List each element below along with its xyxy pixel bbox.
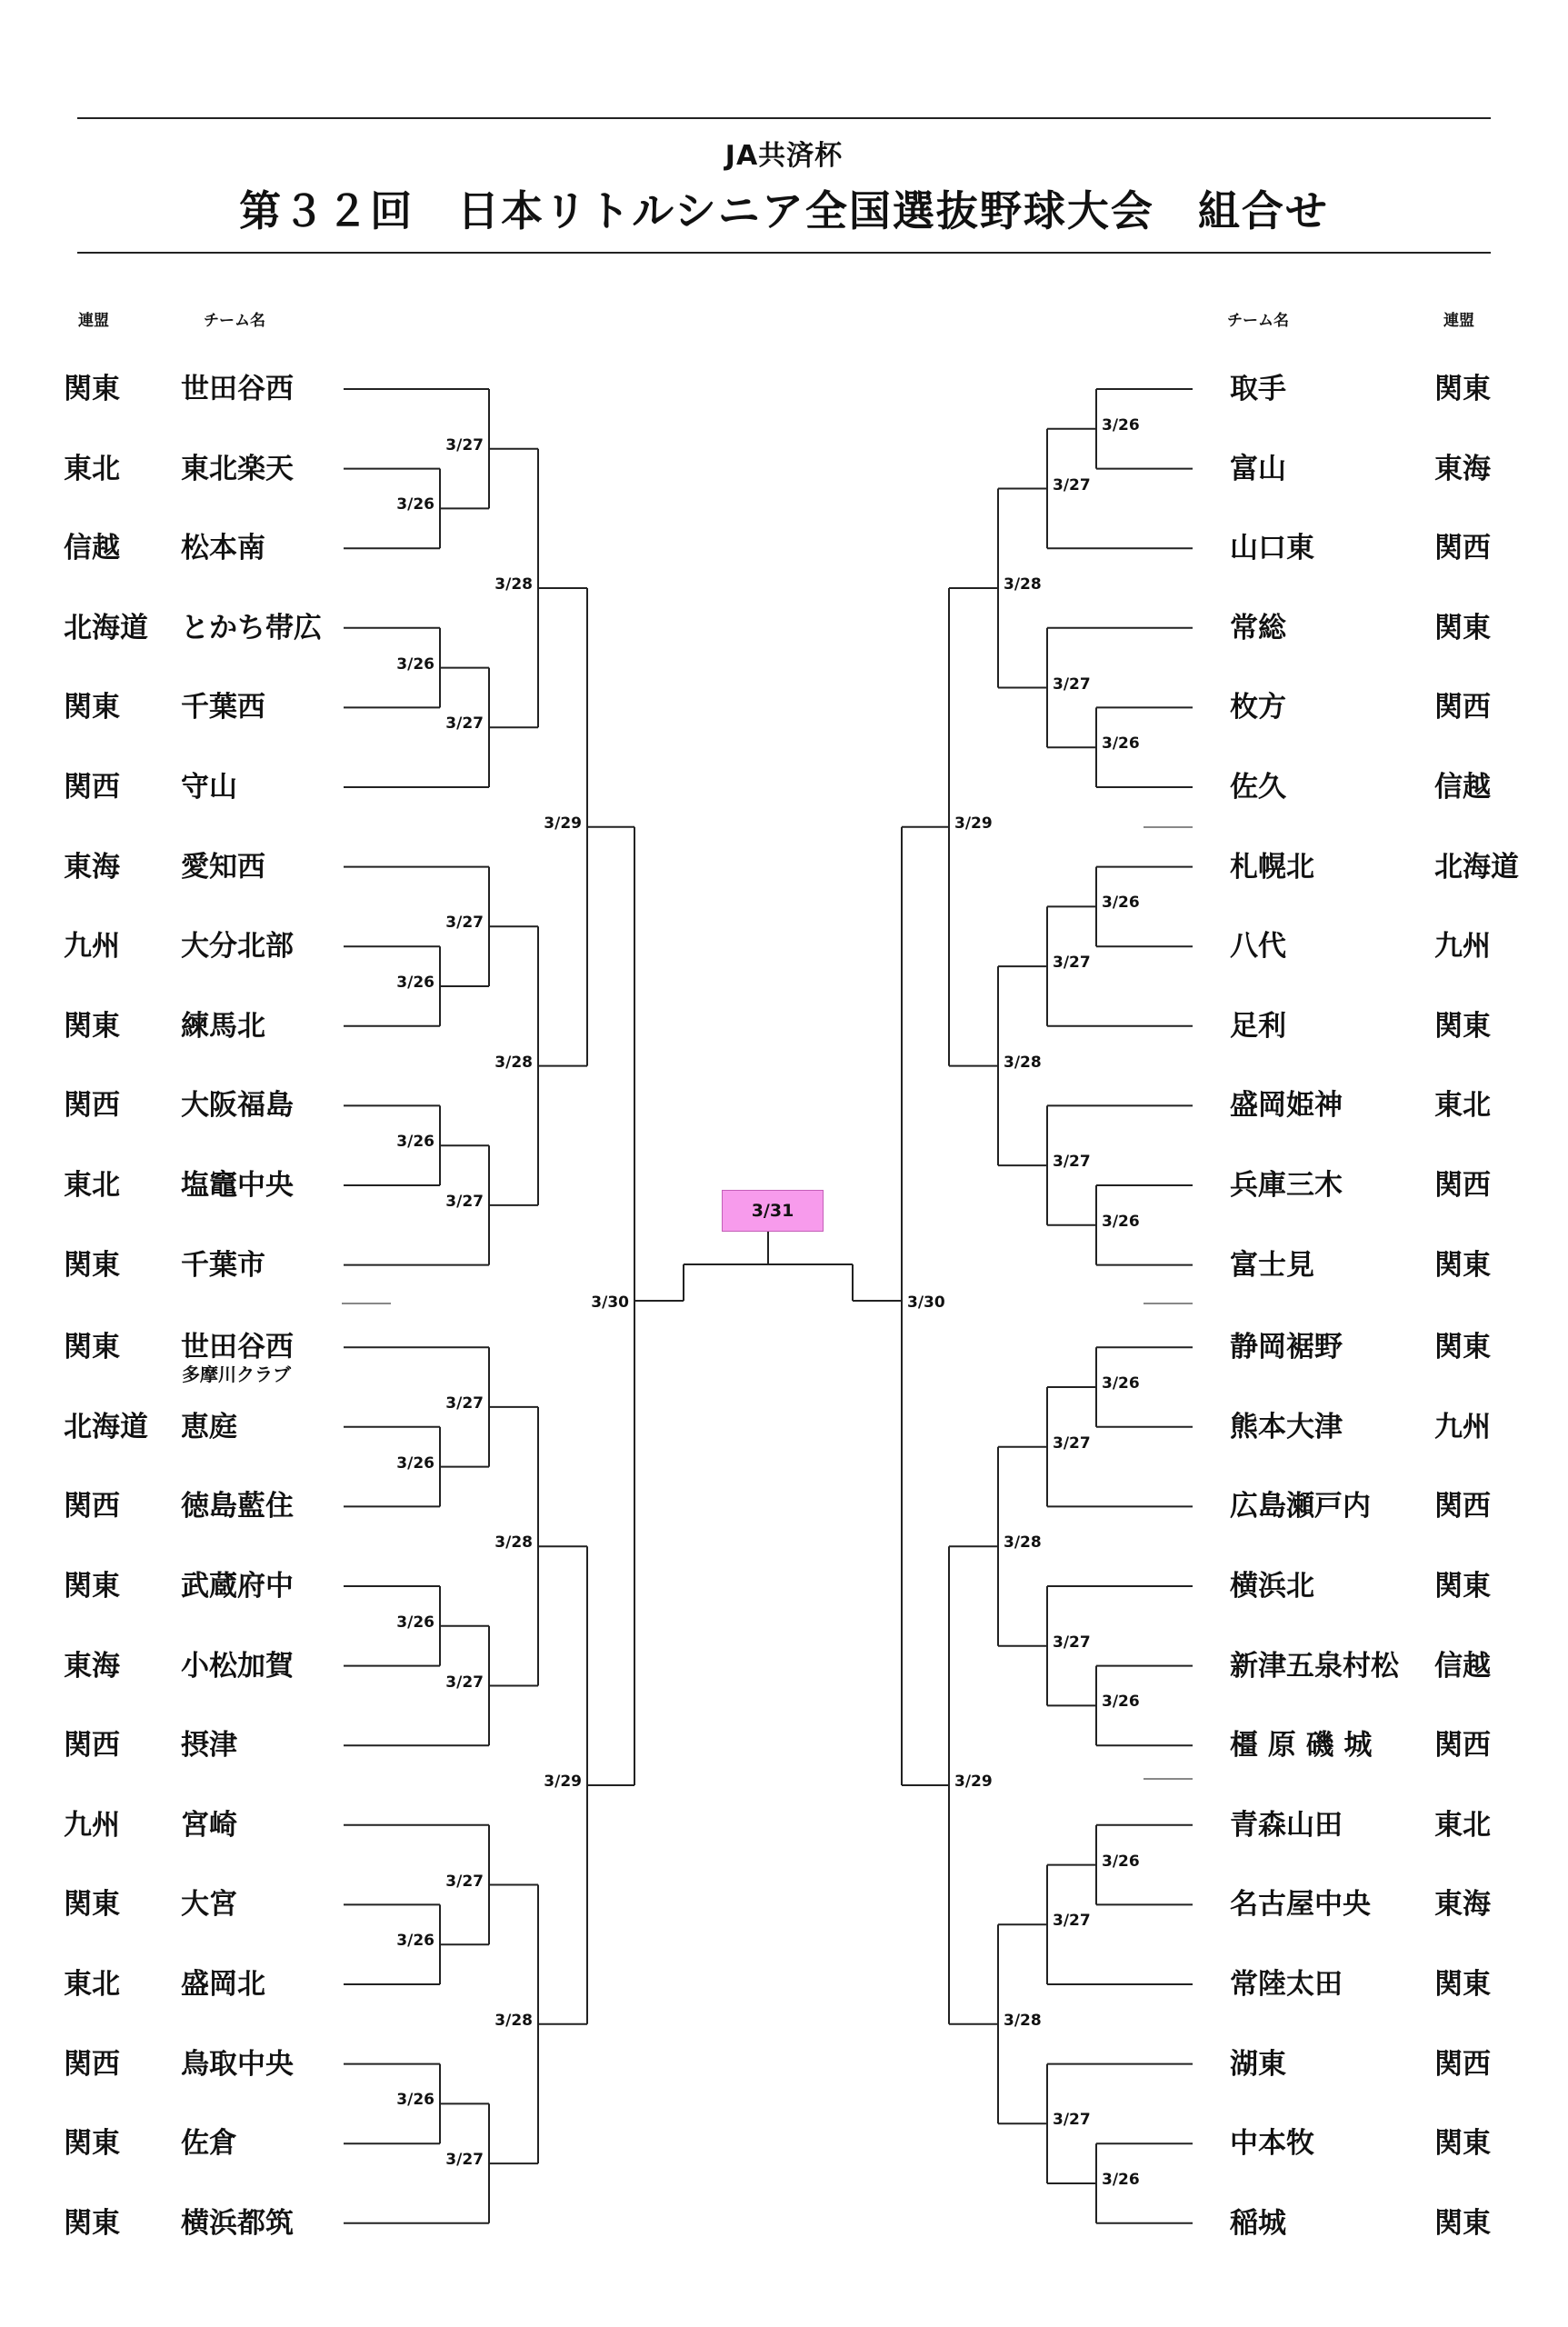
left-team-name: とかち帯広 (181, 611, 322, 644)
right-league-label: 関西 (1434, 1490, 1491, 1523)
left-team-name: 武蔵府中 (181, 1570, 294, 1603)
final-date: 3/31 (751, 1201, 794, 1221)
match-date-r2: 3/27 (445, 1393, 484, 1413)
left-league-label: 東北 (64, 1968, 120, 2001)
right-team-name: 札幌北 (1230, 850, 1314, 884)
right-team-name: 横浜北 (1230, 1570, 1314, 1603)
left-team-name: 守山 (181, 771, 237, 804)
left-league-header: 連盟 (78, 312, 109, 330)
left-team-name: 小松加賀 (181, 1649, 294, 1683)
left-team-name: 鳥取中央 (181, 2047, 294, 2081)
match-date-r1: 3/26 (1102, 1374, 1140, 1393)
right-team-name: 常総 (1230, 611, 1286, 644)
match-date-r4: 3/29 (544, 814, 582, 833)
match-date-r3: 3/28 (494, 2011, 533, 2030)
right-league-label: 九州 (1434, 930, 1491, 964)
left-league-label: 関東 (64, 2206, 120, 2240)
right-league-label: 北海道 (1434, 850, 1519, 884)
match-date-r2: 3/27 (445, 435, 484, 454)
match-date-r1: 3/26 (396, 495, 434, 514)
left-team-name: 世田谷西 (181, 1331, 294, 1364)
right-league-label: 関東 (1434, 2206, 1491, 2240)
left-team-name: 世田谷西 (181, 373, 294, 405)
right-team-name: 橿 原 磯 城 (1230, 1729, 1373, 1763)
left-team-name: 摂津 (181, 1729, 237, 1763)
left-league-label: 関西 (64, 771, 120, 804)
right-league-label: 関東 (1434, 2127, 1491, 2161)
left-team-name: 大阪福島 (181, 1089, 294, 1123)
match-date-r1: 3/26 (1102, 1693, 1140, 1712)
left-team-name: 佐倉 (181, 2127, 237, 2161)
left-league-label: 関東 (64, 1331, 120, 1364)
left-team-name: 千葉市 (181, 1248, 265, 1282)
right-league-label: 東北 (1434, 1808, 1491, 1842)
left-league-label: 関西 (64, 1089, 120, 1123)
match-date-r2: 3/27 (1053, 1912, 1091, 1931)
right-league-label: 関東 (1434, 373, 1491, 405)
match-date-r1: 3/26 (1102, 1852, 1140, 1871)
match-date-r1: 3/26 (1102, 1212, 1140, 1231)
right-league-label: 関東 (1434, 1009, 1491, 1043)
match-date-r2: 3/27 (1053, 1153, 1091, 1172)
match-date-r2: 3/27 (445, 1872, 484, 1891)
match-date-r1: 3/26 (396, 654, 434, 674)
left-league-label: 関東 (64, 691, 120, 724)
right-league-label: 関西 (1434, 1169, 1491, 1202)
match-date-r3: 3/28 (494, 1053, 533, 1072)
match-date-r2: 3/27 (445, 2151, 484, 2170)
right-team-name: 名古屋中央 (1230, 1888, 1371, 1922)
match-date-r3: 3/28 (1004, 1053, 1042, 1072)
left-team-name: 松本南 (181, 532, 265, 565)
left-league-label: 信越 (64, 532, 120, 565)
match-date-r2: 3/27 (445, 1673, 484, 1692)
left-league-label: 関西 (64, 1729, 120, 1763)
match-date-r3: 3/28 (494, 575, 533, 594)
right-team-name: 枚方 (1230, 691, 1286, 724)
right-team-name: 八代 (1230, 930, 1286, 964)
left-league-label: 九州 (64, 930, 120, 964)
right-league-label: 東海 (1434, 452, 1491, 485)
right-league-label: 関西 (1434, 532, 1491, 565)
left-team-name: 横浜都筑 (181, 2206, 294, 2240)
right-league-label: 九州 (1434, 1410, 1491, 1443)
right-league-label: 関東 (1434, 1968, 1491, 2001)
left-league-label: 北海道 (64, 1410, 148, 1443)
match-date-r4: 3/29 (544, 1773, 582, 1791)
left-league-label: 東北 (64, 1169, 120, 1202)
right-team-name: 盛岡姫神 (1230, 1089, 1343, 1123)
right-league-label: 関東 (1434, 611, 1491, 644)
right-league-label: 信越 (1434, 771, 1491, 804)
match-date-r3: 3/28 (494, 1533, 533, 1553)
left-league-label: 関西 (64, 2047, 120, 2081)
right-team-name: 青森山田 (1230, 1808, 1343, 1842)
match-date-r2: 3/27 (1053, 1633, 1091, 1652)
tournament-sponsor: JA共済杯 (724, 140, 844, 172)
match-date-r3: 3/28 (1004, 1533, 1042, 1553)
right-team-name: 常陸太田 (1230, 1968, 1343, 2001)
match-date-r1: 3/26 (1102, 734, 1140, 754)
left-league-label: 関東 (64, 1009, 120, 1043)
match-date-semi: 3/30 (591, 1293, 629, 1312)
left-league-label: 関東 (64, 1570, 120, 1603)
match-date-r4: 3/29 (954, 1773, 993, 1791)
left-team-name: 徳島藍住 (181, 1490, 294, 1523)
right-team-name: 新津五泉村松 (1230, 1649, 1399, 1683)
left-league-label: 関東 (64, 1248, 120, 1282)
right-league-header: 連盟 (1443, 312, 1474, 330)
left-team-name: 盛岡北 (181, 1968, 265, 2001)
right-team-name: 取手 (1230, 373, 1286, 405)
right-team-name: 山口東 (1230, 532, 1314, 565)
left-team-name: 東北楽天 (181, 452, 294, 485)
left-league-label: 関西 (64, 1490, 120, 1523)
left-team-name: 大分北部 (181, 930, 294, 964)
final-match-box (722, 1190, 824, 1232)
right-team-name: 佐久 (1230, 771, 1286, 804)
match-date-r1: 3/26 (1102, 2171, 1140, 2189)
left-team-name: 大宮 (181, 1888, 237, 1922)
match-date-r1: 3/26 (396, 2091, 434, 2110)
right-team-name: 湖東 (1230, 2047, 1286, 2081)
right-league-label: 信越 (1434, 1649, 1491, 1683)
right-team-name: 足利 (1230, 1009, 1286, 1043)
left-league-label: 九州 (64, 1808, 120, 1842)
match-date-r3: 3/28 (1004, 575, 1042, 594)
left-team-name: 宮崎 (181, 1808, 237, 1842)
left-team-header: チーム名 (204, 312, 265, 330)
left-league-label: 関東 (64, 1888, 120, 1922)
right-team-name: 富士見 (1230, 1248, 1314, 1282)
match-date-r1: 3/26 (396, 1133, 434, 1152)
right-team-name: 兵庫三木 (1230, 1169, 1343, 1202)
right-league-label: 関東 (1434, 1570, 1491, 1603)
right-team-header: チーム名 (1227, 312, 1289, 330)
left-league-label: 関東 (64, 373, 120, 405)
left-team-name: 愛知西 (181, 850, 265, 884)
match-date-r2: 3/27 (1053, 475, 1091, 494)
page-title: 第３２回 日本リトルシニア全国選抜野球大会 組合せ (239, 186, 1329, 235)
right-team-name: 稲城 (1230, 2206, 1286, 2240)
match-date-r2: 3/27 (1053, 2111, 1091, 2130)
left-team-name: 恵庭 (181, 1410, 237, 1443)
left-league-label: 関東 (64, 2127, 120, 2161)
left-league-label: 東海 (64, 850, 120, 884)
match-date-r1: 3/26 (1102, 894, 1140, 913)
match-date-r2: 3/27 (445, 1192, 484, 1211)
match-date-r2: 3/27 (445, 714, 484, 734)
left-team-name: 練馬北 (181, 1009, 265, 1043)
right-team-name: 広島瀬戸内 (1230, 1490, 1371, 1523)
match-date-r4: 3/29 (954, 814, 993, 833)
match-date-r1: 3/26 (396, 1932, 434, 1951)
right-team-name: 富山 (1230, 452, 1286, 485)
match-date-r1: 3/26 (396, 974, 434, 992)
left-league-label: 東海 (64, 1649, 120, 1683)
match-date-r2: 3/27 (445, 914, 484, 933)
right-team-name: 静岡裾野 (1230, 1331, 1343, 1364)
match-date-r3: 3/28 (1004, 2011, 1042, 2030)
right-league-label: 関西 (1434, 1729, 1491, 1763)
right-league-label: 東北 (1434, 1089, 1491, 1123)
left-team-subname: 多摩川クラブ (182, 1363, 291, 1386)
match-date-r2: 3/27 (1053, 954, 1091, 973)
match-date-r1: 3/26 (396, 1613, 434, 1632)
match-date-r2: 3/27 (1053, 674, 1091, 694)
match-date-r1: 3/26 (1102, 415, 1140, 434)
right-league-label: 関西 (1434, 691, 1491, 724)
left-league-label: 東北 (64, 452, 120, 485)
right-team-name: 中本牧 (1230, 2127, 1314, 2161)
right-league-label: 関東 (1434, 1248, 1491, 1282)
left-team-name: 千葉西 (181, 691, 265, 724)
match-date-semi: 3/30 (907, 1293, 945, 1312)
right-league-label: 関東 (1434, 1331, 1491, 1364)
right-league-label: 関西 (1434, 2047, 1491, 2081)
right-team-name: 熊本大津 (1230, 1410, 1343, 1443)
left-league-label: 北海道 (64, 611, 148, 644)
match-date-r2: 3/27 (1053, 1433, 1091, 1453)
right-league-label: 東海 (1434, 1888, 1491, 1922)
match-date-r1: 3/26 (396, 1453, 434, 1473)
left-team-name: 塩竈中央 (181, 1169, 294, 1202)
